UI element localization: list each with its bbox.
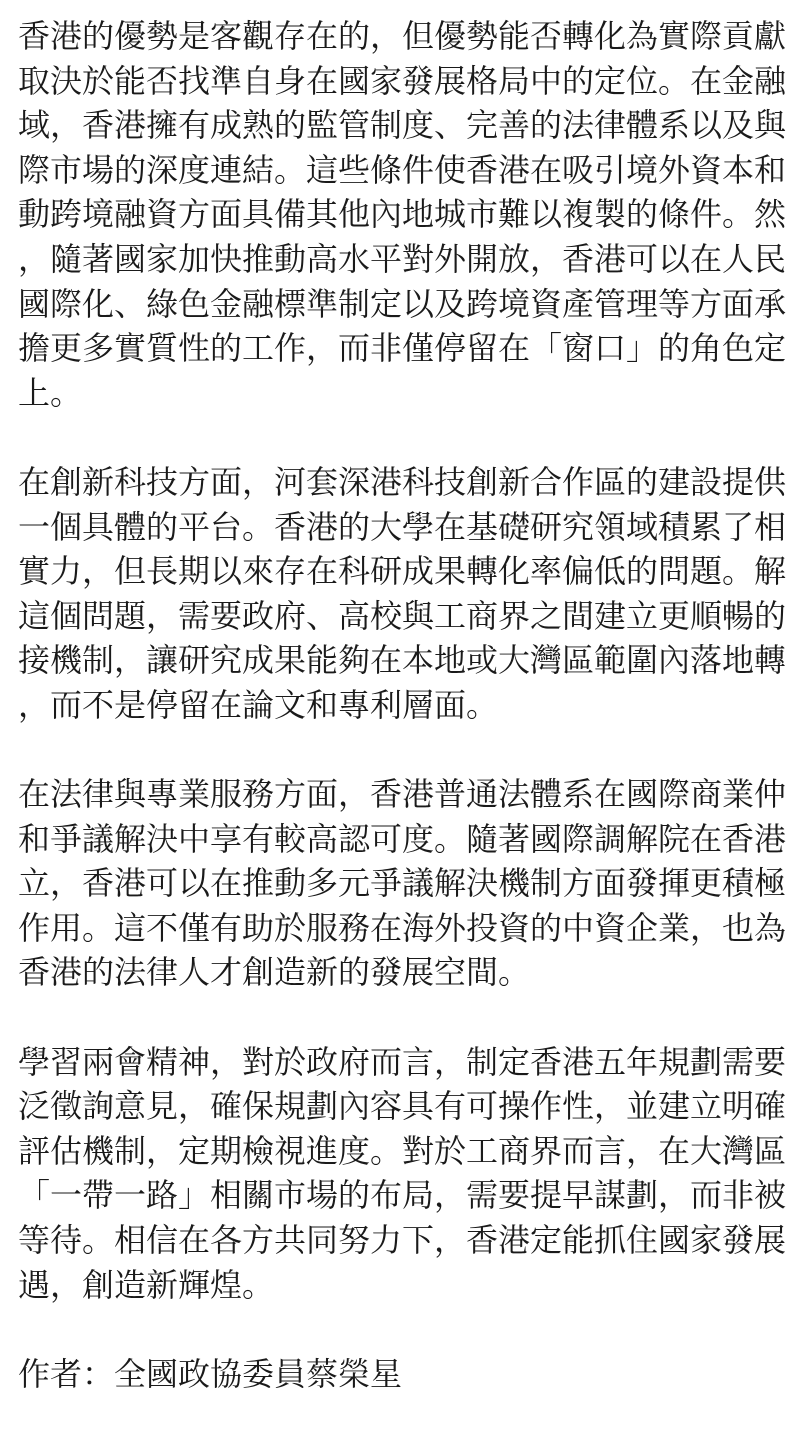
paragraph-finance [18,14,800,415]
text-line: 和爭議解決中享有較高認可度。隨著國際調解院在香港 [18,819,787,858]
paragraph-spacer [18,995,800,1040]
text-line: 在法律與專業服務方面，香港普通法體系在國際商業仲 [18,775,787,814]
text-line: 接機制，讓研究成果能夠在本地或大灣區範圍內落地轉 [18,641,787,680]
paragraph-spacer [18,1307,800,1352]
text-line: 等待。相信在各方共同努力下，香港定能抓住國家發展 [18,1221,787,1260]
text-line: 擔更多實質性的工作，而非僅停留在「窗口」的角色定 [18,329,787,368]
text-line: 學習兩會精神，對於政府而言，制定香港五年規劃需要 [18,1042,787,1081]
text-line: 香港的優勢是客觀存在的，但優勢能否轉化為實際貢獻 [18,17,787,55]
text-line: 動跨境融資方面具備其他內地城市難以複製的條件。然 [18,195,787,234]
text-line: 國際化、綠色金融標準制定以及跨境資產管理等方面承 [18,284,787,323]
text-line: 取決於能否找準自身在國家發展格局中的定位。在金融 [18,61,787,100]
text-line: 際市場的深度連結。這些條件使香港在吸引境外資本和 [18,150,787,189]
text-line: ，而不是停留在論文和專利層面。 [18,685,499,724]
text-line: 香港的法律人才創造新的發展空間。 [18,953,531,992]
paragraph-spacer [18,728,800,773]
text-line: 一個具體的平台。香港的大學在基礎研究領域積累了相 [18,507,787,546]
text-line: ，隨著國家加快推動高水平對外開放，香港可以在人民 [18,239,787,278]
text-line: 作用。這不僅有助於服務在海外投資的中資企業，也為 [18,908,787,947]
article-body [18,0,800,1432]
text-line: 評估機制，定期檢視進度。對於工商界而言，在大灣區 [18,1131,787,1170]
text-line: 泛徵詢意見，確保規劃內容具有可操作性，並建立明確 [18,1087,787,1126]
paragraph-two-sessions [18,1040,800,1308]
text-line: 「一帶一路」相關市場的布局，需要提早謀劃，而非被 [18,1176,787,1215]
text-line: 上。 [18,373,83,412]
author-line: 作者：全國政協委員蔡榮星 [18,1354,403,1393]
text-line: 域，香港擁有成熟的監管制度、完善的法律體系以及與 [18,106,787,145]
paragraph-spacer [18,415,800,460]
author-byline [18,1352,800,1397]
text-line: 立，香港可以在推動多元爭議解決機制方面發揮更積極 [18,864,787,903]
paragraph-legal [18,772,800,995]
text-line: 實力，但長期以來存在科研成果轉化率偏低的問題。解 [18,552,787,591]
text-line: 這個問題，需要政府、高校與工商界之間建立更順暢的 [18,596,787,635]
text-line: 遇，創造新輝煌。 [18,1265,275,1304]
text-line: 在創新科技方面，河套深港科技創新合作區的建設提供 [18,462,787,501]
paragraph-innovation [18,460,800,728]
